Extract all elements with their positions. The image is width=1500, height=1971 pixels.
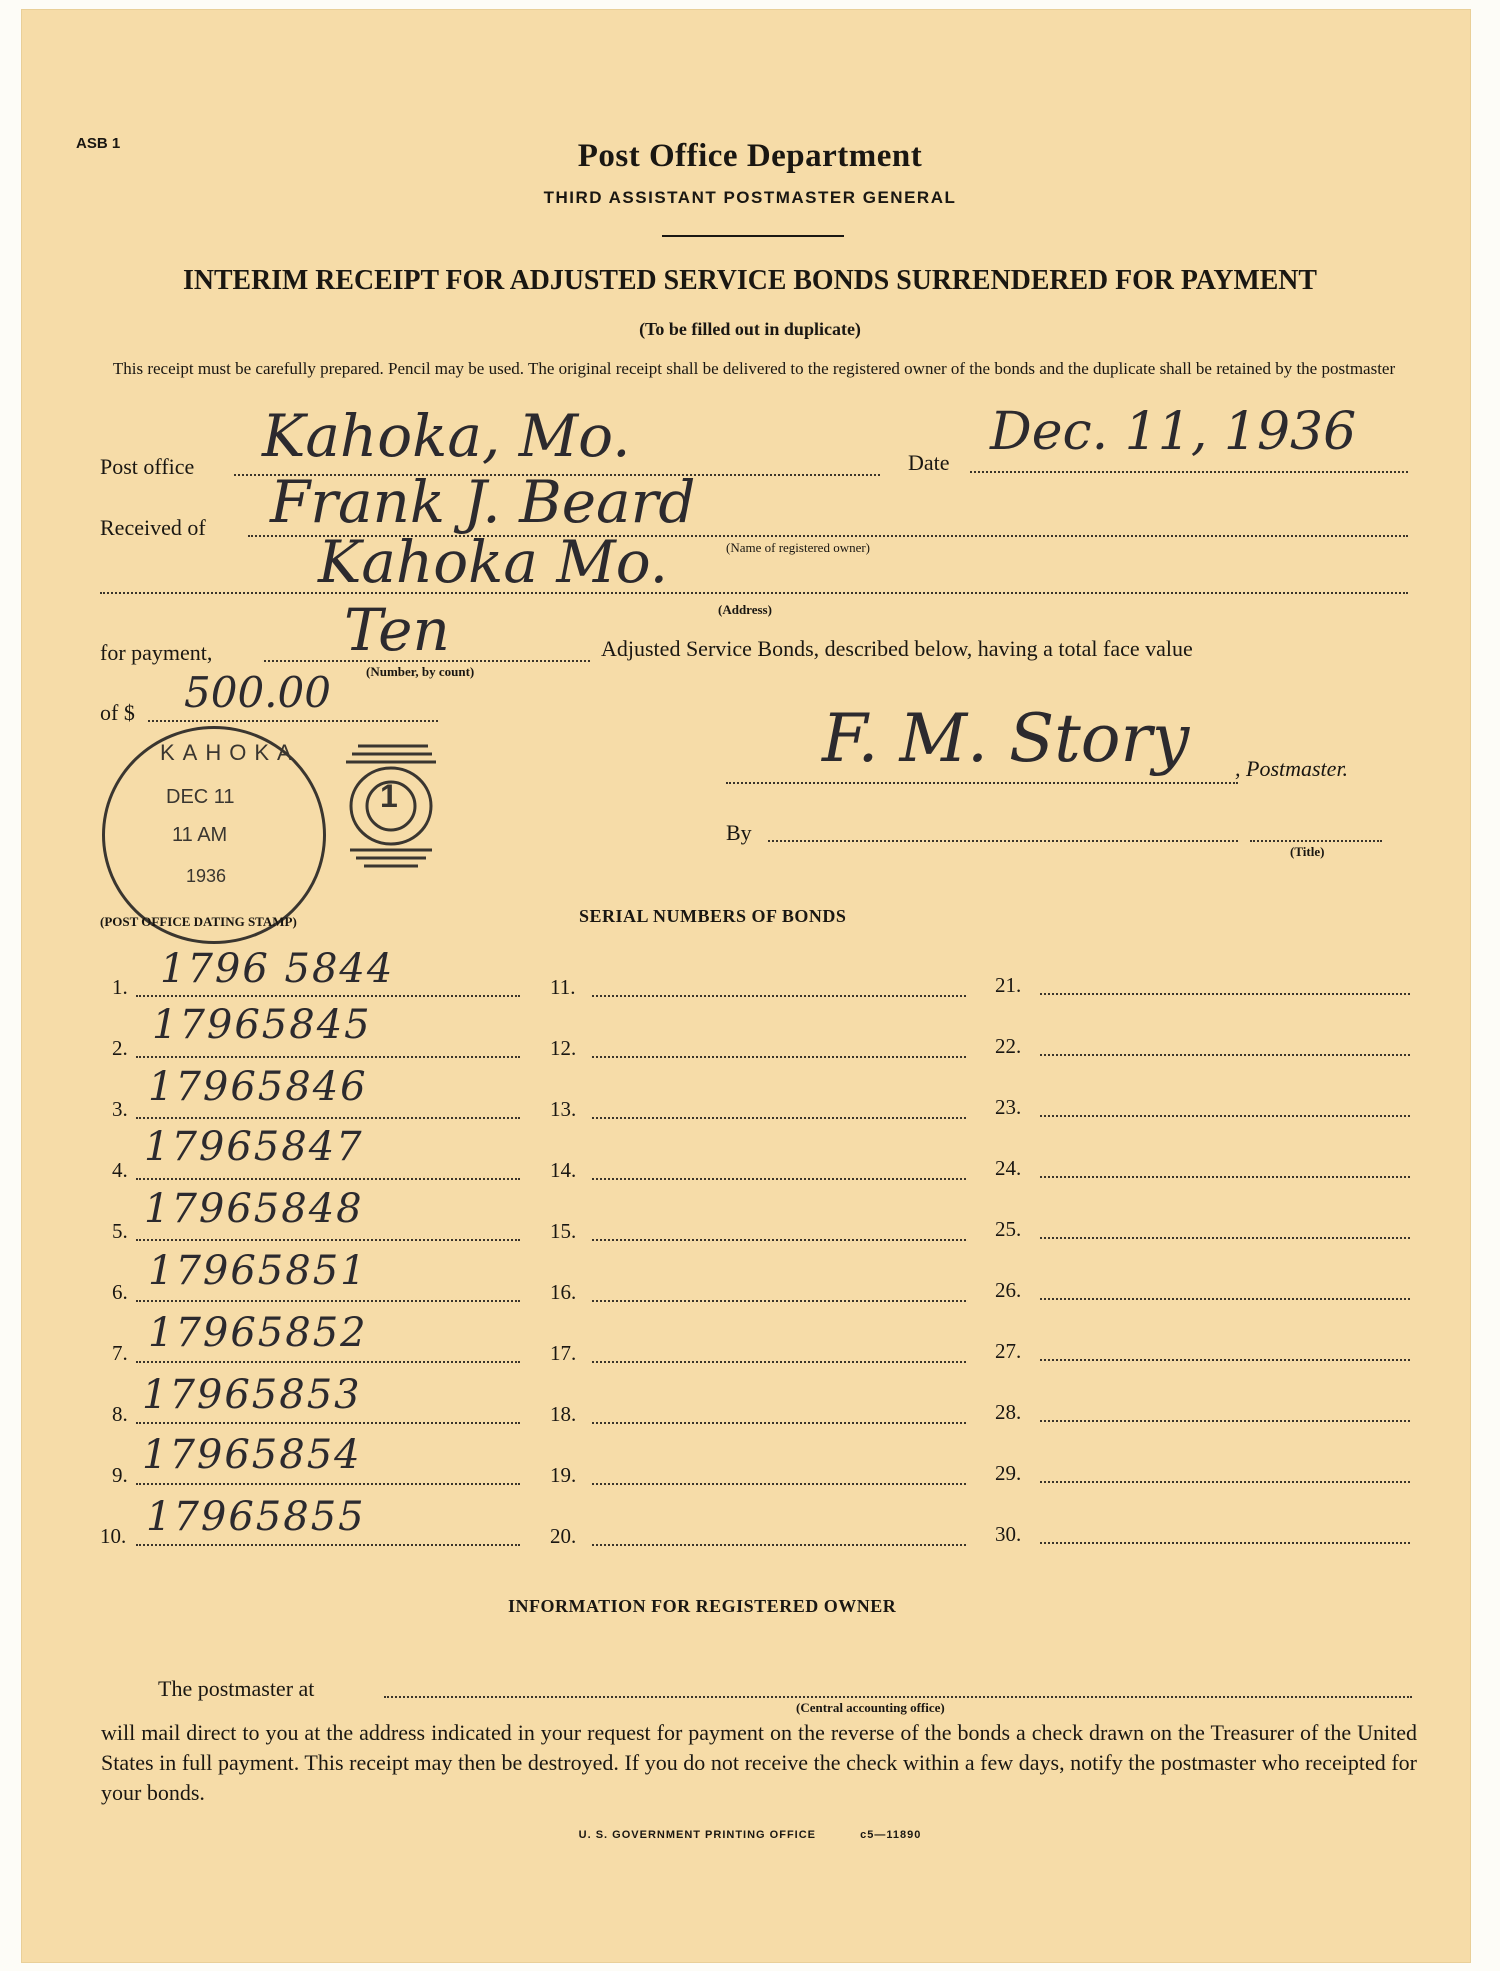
serial-value[interactable]: 1796 5844 (160, 946, 395, 992)
central-office-line[interactable] (384, 1696, 1412, 1698)
central-office-caption: (Central accounting office) (796, 1700, 945, 1715)
serial-line[interactable] (1040, 1176, 1410, 1178)
serial-line[interactable] (1040, 1542, 1410, 1544)
serial-line[interactable] (1040, 1359, 1410, 1361)
post-office-label: Post office (100, 454, 195, 479)
owner-name-caption: (Name of registered owner) (726, 540, 871, 555)
serial-line[interactable] (1040, 1237, 1410, 1239)
post-office-value[interactable]: Kahoka, Mo. (262, 402, 631, 470)
title-caption: (Title) (1290, 844, 1325, 859)
serial-number-label: 22. (995, 1034, 1022, 1058)
date-value[interactable]: Dec. 11, 1936 (990, 402, 1357, 462)
owner-info-body: will mail direct to you at the address indicated in your request for payment on the reverse of the bonds a check drawn on the Treasurer of the United States in full payment. This receipt may then be destroyed. If you do not receive the check within a few days, notify the postmaster who receipted for your bonds. (101, 1720, 1417, 1805)
department-title: Post Office Department (577, 138, 923, 174)
serial-number-label: 9. (112, 1463, 128, 1487)
serial-line[interactable] (1040, 1115, 1410, 1117)
count-caption: (Number, by count) (366, 664, 475, 679)
postmark-date: DEC 11 (166, 786, 235, 808)
title-line (1250, 840, 1382, 842)
serial-line[interactable] (1040, 993, 1410, 995)
stamp-caption: (POST OFFICE DATING STAMP) (100, 914, 297, 929)
serial-number-label: 13. (550, 1097, 577, 1121)
owner-info-lead: The postmaster at (158, 1676, 315, 1701)
serial-line (136, 1056, 520, 1058)
serial-number-label: 15. (550, 1219, 577, 1243)
serial-line (136, 1544, 520, 1546)
face-value-label: of $ (100, 700, 135, 725)
serial-line[interactable] (592, 1422, 966, 1424)
serial-number-label: 8. (112, 1402, 128, 1426)
face-value-line (148, 720, 438, 722)
serial-number-label: 3. (112, 1097, 128, 1121)
serial-value[interactable]: 17965845 (152, 1002, 372, 1048)
serial-number-label: 24. (995, 1156, 1022, 1180)
serial-line[interactable] (592, 995, 966, 997)
serial-number-label: 14. (550, 1158, 577, 1182)
serial-value[interactable]: 17965848 (144, 1186, 364, 1232)
face-value[interactable]: 500.00 (184, 668, 331, 717)
postmark-time: 11 AM (172, 824, 228, 846)
serial-line[interactable] (1040, 1481, 1410, 1483)
serial-number-label: 20. (550, 1524, 577, 1548)
date-label: Date (908, 450, 950, 475)
serial-number-label: 6. (112, 1280, 128, 1304)
serial-line[interactable] (592, 1361, 966, 1363)
postmaster-label: , Postmaster. (1235, 756, 1349, 781)
serial-number-label: 21. (995, 973, 1022, 997)
form-subtitle: (To be filled out in duplicate) (639, 319, 861, 339)
serial-number-label: 30. (995, 1522, 1022, 1546)
owner-info-heading: INFORMATION FOR REGISTERED OWNER (508, 1596, 897, 1616)
office-subtitle: THIRD ASSISTANT POSTMASTER GENERAL (543, 188, 957, 207)
serial-line[interactable] (592, 1483, 966, 1485)
serial-number-label: 11. (550, 975, 576, 999)
serial-line[interactable] (592, 1056, 966, 1058)
serial-line[interactable] (1040, 1420, 1410, 1422)
serial-value[interactable]: 17965852 (148, 1310, 368, 1356)
postmaster-line (726, 782, 1238, 784)
serial-number-label: 5. (112, 1219, 128, 1243)
serial-line (136, 995, 520, 997)
serial-number-label: 28. (995, 1400, 1022, 1424)
received-of-label: Received of (100, 515, 206, 540)
serial-number-label: 18. (550, 1402, 577, 1426)
serial-value[interactable]: 17965855 (146, 1494, 366, 1540)
serial-line (136, 1422, 520, 1424)
serial-line[interactable] (592, 1544, 966, 1546)
instructions: This receipt must be carefully prepared. Pencil may be used. The original receipt shall be delivered to the registered owner of the bonds and the duplicate shall be retained by the postmaster (112, 359, 1396, 378)
printer-name: U. S. GOVERNMENT PRINTING OFFICE (578, 1829, 816, 1841)
serial-line[interactable] (1040, 1054, 1410, 1056)
payment-count-value[interactable]: Ten (344, 596, 450, 664)
serial-line (136, 1117, 520, 1119)
serial-line (136, 1239, 520, 1241)
by-label: By (726, 820, 752, 845)
serial-value[interactable]: 17965854 (142, 1432, 362, 1478)
serial-number-label: 25. (995, 1217, 1022, 1241)
title-rule (662, 235, 844, 237)
serial-line[interactable] (592, 1239, 966, 1241)
serial-value[interactable]: 17965853 (142, 1372, 362, 1418)
serial-line[interactable] (592, 1117, 966, 1119)
serial-value[interactable]: 17965851 (148, 1248, 368, 1294)
form-title: INTERIM RECEIPT FOR ADJUSTED SERVICE BONDS SURRENDERED FOR PAYMENT (183, 264, 1317, 296)
serial-number-label: 29. (995, 1461, 1022, 1485)
serial-line (136, 1483, 520, 1485)
serial-number-label: 17. (550, 1341, 577, 1365)
postmark-year: 1936 (186, 866, 227, 886)
serial-number-label: 2. (112, 1036, 128, 1060)
postmark-killer-number: 1 (380, 778, 398, 814)
owner-name-value[interactable]: Frank J. Beard (270, 468, 696, 536)
serial-line (136, 1178, 520, 1180)
serial-line (136, 1361, 520, 1363)
address-value[interactable]: Kahoka Mo. (318, 528, 669, 596)
serial-number-label: 26. (995, 1278, 1022, 1302)
postmaster-signature[interactable]: F. M. Story (822, 700, 1190, 777)
print-code: c5—11890 (860, 1829, 922, 1841)
serials-heading: SERIAL NUMBERS OF BONDS (579, 906, 847, 926)
address-line (100, 592, 1408, 594)
serial-number-label: 23. (995, 1095, 1022, 1119)
by-line (768, 840, 1238, 842)
for-payment-label: for payment, (100, 640, 213, 665)
serial-number-label: 16. (550, 1280, 577, 1304)
serial-line[interactable] (592, 1178, 966, 1180)
serial-value[interactable]: 17965846 (148, 1064, 368, 1110)
address-caption: (Address) (718, 602, 772, 617)
serial-number-label: 10. (100, 1524, 127, 1548)
serial-line[interactable] (1040, 1298, 1410, 1300)
serial-number-label: 27. (995, 1339, 1022, 1363)
serial-value[interactable]: 17965847 (144, 1124, 364, 1170)
postmark-town: KAHOKA (160, 740, 300, 765)
serial-number-label: 1. (112, 975, 128, 999)
printer-footer (0, 1829, 1500, 1841)
serial-line[interactable] (592, 1300, 966, 1302)
form-id: ASB 1 (76, 135, 121, 152)
serial-number-label: 7. (112, 1341, 128, 1365)
date-line (970, 471, 1408, 473)
serial-number-label: 19. (550, 1463, 577, 1487)
serial-line (136, 1300, 520, 1302)
serial-number-label: 4. (112, 1158, 128, 1182)
payment-description: Adjusted Service Bonds, described below, having a total face value (601, 636, 1193, 661)
serial-number-label: 12. (550, 1036, 577, 1060)
